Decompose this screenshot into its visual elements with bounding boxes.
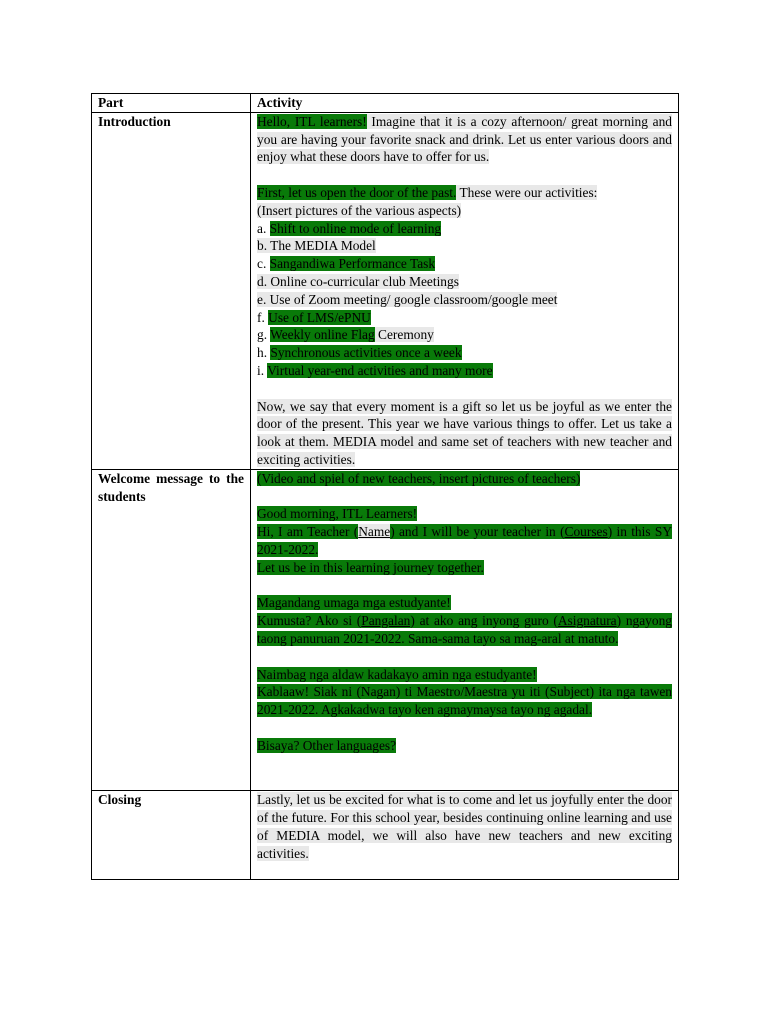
activity-table	[91, 93, 679, 880]
closing-activity-cell	[251, 791, 679, 880]
list-item: c. Sangandiwa Performance Task	[257, 256, 436, 272]
door-of-past-highlight: First, let us open the door of the past.	[257, 184, 457, 200]
closing-paragraph: Lastly, let us be excited for what is to come and let us joyfully enter the door of the future. For this school year, besides continuing online learning and use of MEDIA model, we will also have new teachers and new exciting activities.	[257, 792, 672, 861]
intro-paragraph-2	[257, 184, 672, 202]
welcome-part-cell: Welcome message to the students	[92, 469, 251, 791]
intro-paragraph-1-text: Imagine that it is a cozy afternoon/ great morning and you are having your favorite snack and drink. Let us enter various doors and enjoy what these doors have to offer for us.	[257, 113, 672, 165]
ilocano-greeting-line: Naimbag nga aldaw kadakayo amin nga estudyante!	[257, 666, 537, 682]
list-item: i. Virtual year-end activities and many more	[257, 362, 493, 378]
list-item: f. Use of LMS/ePNU	[257, 309, 371, 325]
name-placeholder: Name	[358, 524, 391, 540]
introduction-activity-cell	[251, 112, 679, 469]
introduction-part-cell: Introduction	[92, 112, 251, 469]
welcome-row	[92, 469, 679, 791]
intro-paragraph-1	[257, 113, 672, 166]
other-languages-line: Bisaya? Other languages?	[257, 737, 397, 753]
courses-placeholder: Courses	[564, 524, 608, 540]
welcome-video-note: (Video and spiel of new teachers, insert pictures of teachers)	[257, 470, 581, 486]
intro-paragraph-3: Now, we say that every moment is a gift so let us be joyful as we enter the door of the present. This year we have various things to offer. Let us take a look at them. MEDIA model and same set of teachers with new teacher and exciting activities.	[257, 398, 672, 467]
intro-paragraph-2-text: These were our activities:	[456, 184, 598, 200]
filipino-greeting-line: Magandang umaga mga estudyante!	[257, 595, 451, 611]
list-item: h. Synchronous activities once a week	[257, 345, 462, 361]
list-item: d. Online co-curricular club Meetings	[257, 273, 459, 289]
list-item: a. Shift to online mode of learning	[257, 220, 442, 236]
table-header-row	[92, 94, 679, 113]
english-journey-line: Let us be in this learning journey together.	[257, 559, 484, 575]
welcome-activity-cell	[251, 469, 679, 791]
past-activities-list	[257, 220, 672, 380]
closing-row	[92, 791, 679, 880]
introduction-row	[92, 112, 679, 469]
activity-column-header: Activity	[251, 94, 679, 113]
pangalan-placeholder: Pangalan	[361, 613, 411, 629]
ilocano-intro-line: Kablaaw! Siak ni (Nagan) ti Maestro/Maestra yu iti (Subject) ita nga tawen 2021-2022. Agkakadwa tayo ken agmaymaysa tayo ng agadal.	[257, 684, 672, 718]
english-intro-line: Hi, I am Teacher (Name) and I will be your teacher in (Courses) in this SY 2021-2022.	[257, 524, 672, 557]
asignatura-placeholder: Asignatura	[557, 613, 617, 629]
list-item: e. Use of Zoom meeting/ google classroom/google meet	[257, 291, 558, 307]
list-item: g. Weekly online Flag Ceremony	[257, 327, 434, 343]
intro-insert-note: (Insert pictures of the various aspects)	[257, 202, 462, 218]
list-item: b. The MEDIA Model	[257, 238, 376, 254]
part-column-header: Part	[92, 94, 251, 113]
english-greeting-line: Good morning, ITL Learners!	[257, 506, 418, 522]
filipino-intro-line: Kumusta? Ako si (Pangalan) at ako ang inyong guro (Asignatura) ngayong taong panuruan 2021-2022. Sama-sama tayo sa mag-aral at matuto.	[257, 613, 672, 646]
closing-part-cell: Closing	[92, 791, 251, 880]
intro-greeting-highlight: Hello, ITL learners!	[257, 113, 367, 129]
